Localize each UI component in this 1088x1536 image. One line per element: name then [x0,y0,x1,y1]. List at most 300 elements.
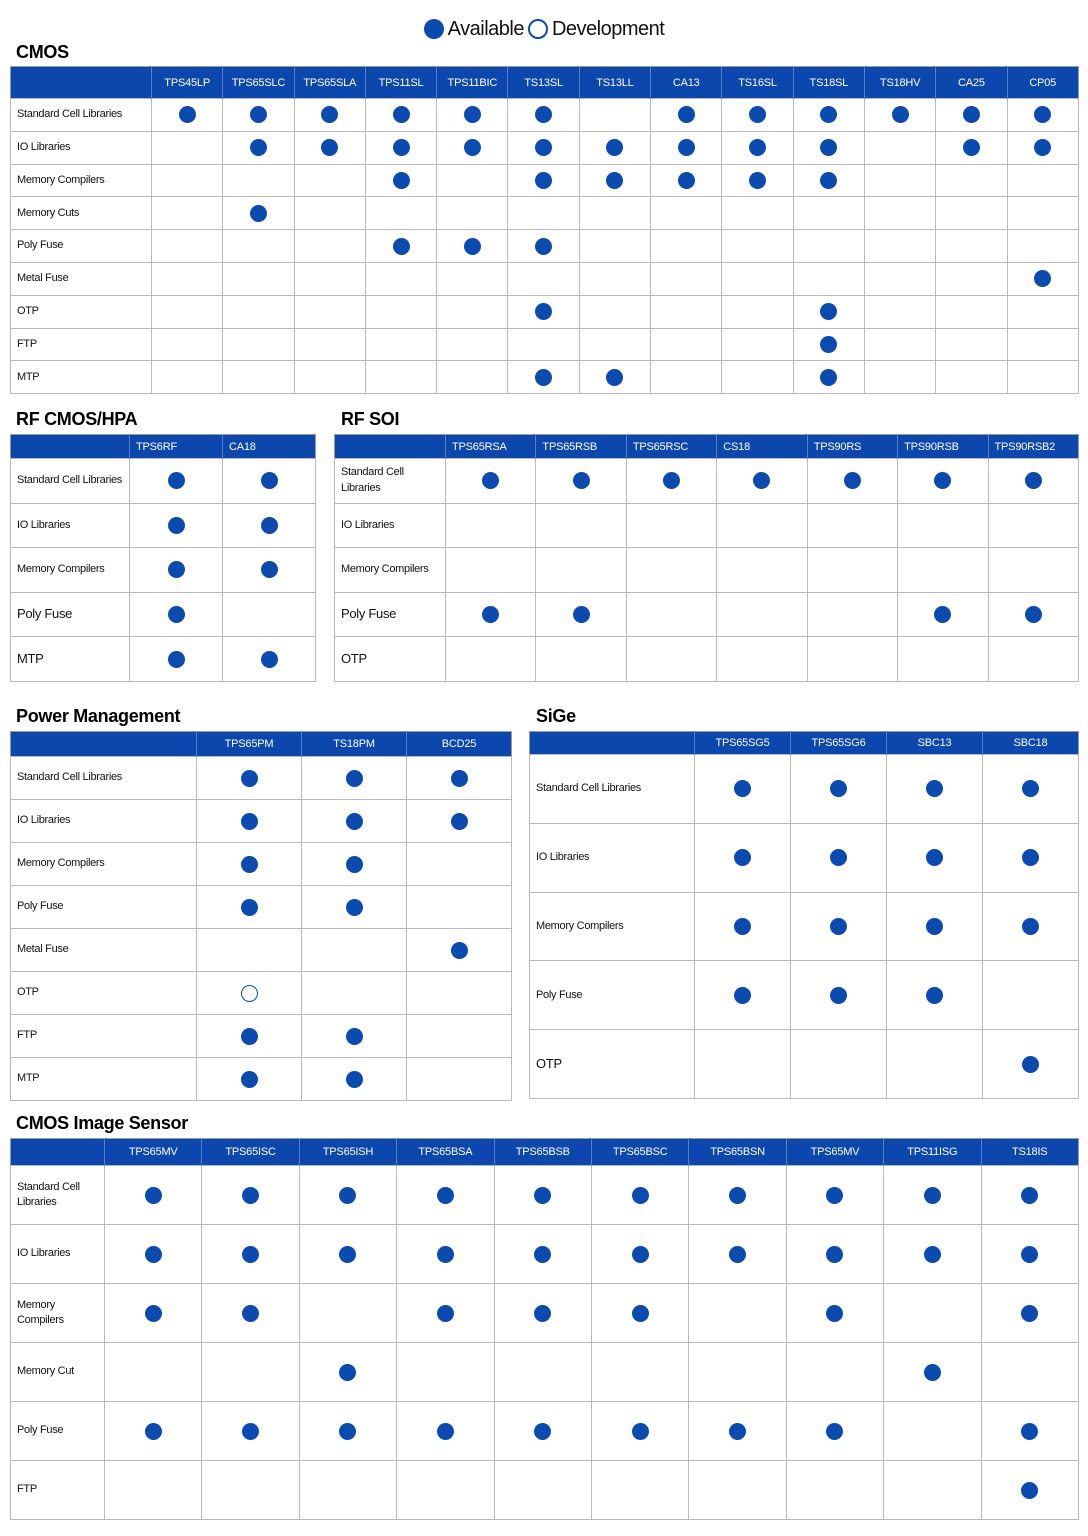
available-dot-icon [926,780,943,797]
status-cell [689,1461,786,1520]
available-dot-icon [820,172,837,189]
status-cell [887,1030,983,1099]
status-cell [793,361,864,394]
status-cell [1007,262,1078,295]
table-rf-cmos-hpa [10,434,316,682]
status-cell [651,361,722,394]
row-label: Memory Cuts [11,197,152,230]
available-dot-icon [250,106,267,123]
status-cell [898,592,988,637]
status-cell [197,886,302,929]
status-cell [807,459,897,504]
column-header: TS18HV [864,67,935,99]
status-cell [294,361,365,394]
status-cell [437,131,508,164]
available-dot-icon [1034,106,1051,123]
status-cell [884,1225,981,1284]
legend-development-label: Development [551,17,665,40]
status-cell [722,361,793,394]
status-cell [536,503,626,548]
available-dot-icon [729,1246,746,1263]
column-header: CA25 [936,67,1007,99]
column-header: TPS6RF [130,435,223,459]
status-cell [407,800,512,843]
status-cell [864,361,935,394]
development-circle-icon [528,19,548,39]
status-cell [223,131,294,164]
status-cell [651,131,722,164]
status-cell [365,99,436,132]
available-dot-icon [749,139,766,156]
status-cell [717,503,807,548]
status-cell [302,886,407,929]
status-cell [981,1284,1078,1343]
status-cell [591,1343,688,1402]
available-dot-icon [241,856,258,873]
available-dot-icon [729,1423,746,1440]
available-dot-icon [826,1187,843,1204]
table-row [530,823,1079,892]
status-cell [152,328,223,361]
row-label: Standard Cell Libraries [335,459,446,504]
status-cell [508,131,579,164]
status-cell [152,295,223,328]
available-dot-icon [535,139,552,156]
available-dot-icon [168,651,185,668]
available-dot-icon [535,106,552,123]
available-dot-icon [534,1246,551,1263]
status-cell [579,361,650,394]
status-cell [294,197,365,230]
available-dot-icon [830,849,847,866]
status-cell [936,262,1007,295]
status-cell [437,328,508,361]
status-cell [1007,295,1078,328]
status-cell [446,637,536,682]
status-cell [591,1402,688,1461]
available-dot-icon [1025,606,1042,623]
status-cell [437,99,508,132]
available-dot-icon [339,1364,356,1381]
column-header: CP05 [1007,67,1078,99]
status-cell [717,637,807,682]
status-cell [579,99,650,132]
status-cell [494,1343,591,1402]
status-cell [494,1166,591,1225]
status-cell [722,99,793,132]
available-dot-icon [1022,1056,1039,1073]
available-dot-icon [393,106,410,123]
available-dot-icon [242,1187,259,1204]
available-dot-icon [963,139,980,156]
column-header: TPS65BSA [397,1139,494,1166]
available-dot-icon [145,1187,162,1204]
status-cell [722,131,793,164]
status-cell [202,1225,299,1284]
column-header: TPS11BIC [437,67,508,99]
column-header: TPS65ISC [202,1139,299,1166]
table-row [11,1343,1079,1402]
table-sige [529,731,1079,1099]
row-label: IO Libraries [11,131,152,164]
status-cell [722,328,793,361]
column-header: TS18PM [302,732,407,757]
status-cell [807,548,897,593]
status-cell [651,262,722,295]
status-cell [936,131,1007,164]
status-cell [302,929,407,972]
status-cell [791,961,887,1030]
available-dot-icon [820,139,837,156]
available-dot-icon [535,238,552,255]
status-cell [791,892,887,961]
table-row [11,548,316,593]
row-label: Memory Compilers [11,548,130,593]
status-cell [1007,99,1078,132]
available-dot-icon [168,472,185,489]
available-dot-icon [179,106,196,123]
available-dot-icon [534,1305,551,1322]
status-cell [793,164,864,197]
status-cell [105,1166,202,1225]
status-cell [988,503,1078,548]
row-label: OTP [11,295,152,328]
status-cell [864,262,935,295]
status-cell [437,295,508,328]
status-cell [864,328,935,361]
row-label: Standard Cell Libraries [530,755,695,824]
row-label: Standard Cell Libraries [11,757,197,800]
status-cell [223,637,316,682]
status-cell [446,459,536,504]
status-cell [365,197,436,230]
status-cell [105,1343,202,1402]
status-cell [494,1461,591,1520]
available-dot-icon [1022,780,1039,797]
section-title-rf-cmos-hpa: RF CMOS/HPA [16,409,138,429]
table-row [11,361,1079,394]
table-cmos [10,66,1079,394]
status-cell [579,328,650,361]
available-dot-icon [339,1246,356,1263]
status-cell [407,843,512,886]
status-cell [223,361,294,394]
status-cell [130,459,223,504]
status-cell [793,328,864,361]
available-dot-icon [437,1187,454,1204]
status-cell [626,637,716,682]
status-cell [365,164,436,197]
status-cell [936,361,1007,394]
table-row [530,892,1079,961]
status-cell [983,755,1079,824]
available-dot-icon [145,1423,162,1440]
section-title-sige: SiGe [536,706,576,726]
status-cell [884,1284,981,1343]
status-cell [302,972,407,1015]
status-cell [202,1402,299,1461]
status-cell [294,131,365,164]
status-cell [807,503,897,548]
row-label: Poly Fuse [11,1402,105,1461]
available-dot-icon [826,1246,843,1263]
available-dot-icon [844,472,861,489]
status-cell [437,197,508,230]
available-dot-icon [1025,472,1042,489]
status-cell [365,131,436,164]
available-dot-icon [168,606,185,623]
table-row [11,230,1079,263]
status-cell [579,262,650,295]
status-cell [223,197,294,230]
available-dot-icon [242,1246,259,1263]
status-cell [294,328,365,361]
status-cell [864,131,935,164]
status-cell [508,262,579,295]
table-row [11,592,316,637]
status-cell [695,961,791,1030]
available-dot-icon [261,561,278,578]
table-row [11,800,512,843]
table-row [11,262,1079,295]
table-row [11,503,316,548]
available-dot-icon [934,472,951,489]
status-cell [884,1461,981,1520]
status-cell [152,99,223,132]
available-dot-icon [241,1071,258,1088]
column-header: TPS65SLC [223,67,294,99]
row-label: Memory Compilers [530,892,695,961]
status-cell [299,1461,396,1520]
available-dot-icon [168,517,185,534]
status-cell [936,295,1007,328]
available-dot-icon [753,472,770,489]
row-label: MTP [11,361,152,394]
status-cell [1007,131,1078,164]
available-dot-icon [1021,1246,1038,1263]
available-dot-icon [464,238,481,255]
status-cell [793,131,864,164]
status-cell [202,1284,299,1343]
status-cell [887,755,983,824]
status-cell [1007,361,1078,394]
row-label: Poly Fuse [11,886,197,929]
column-header: TPS90RSB2 [988,435,1078,459]
status-cell [626,592,716,637]
status-cell [722,262,793,295]
status-cell [508,197,579,230]
available-dot-icon [241,899,258,916]
status-cell [508,164,579,197]
status-cell [223,548,316,593]
status-cell [299,1166,396,1225]
status-cell [1007,164,1078,197]
status-cell [579,197,650,230]
status-cell [223,459,316,504]
row-label: IO Libraries [530,823,695,892]
status-cell [302,1015,407,1058]
status-cell [988,459,1078,504]
row-label: FTP [11,1015,197,1058]
table-row [11,757,512,800]
column-header: TPS65RSB [536,435,626,459]
available-dot-icon [678,106,695,123]
status-cell [299,1225,396,1284]
status-cell [807,637,897,682]
status-cell [579,230,650,263]
available-dot-icon [424,19,444,39]
available-dot-icon [573,606,590,623]
column-header: SBC18 [983,732,1079,755]
status-cell [695,823,791,892]
status-cell [936,164,1007,197]
row-label: Poly Fuse [11,230,152,263]
status-cell [793,295,864,328]
header-row [11,67,1079,99]
status-cell [197,972,302,1015]
status-cell [717,548,807,593]
status-cell [786,1225,883,1284]
available-dot-icon [451,813,468,830]
column-header: TPS90RS [807,435,897,459]
status-cell [302,843,407,886]
table-row [530,1030,1079,1099]
status-cell [651,164,722,197]
available-dot-icon [1022,918,1039,935]
available-dot-icon [1021,1187,1038,1204]
table-row [11,131,1079,164]
available-dot-icon [482,472,499,489]
status-cell [626,503,716,548]
section-title-cmos: CMOS [16,42,69,62]
status-cell [591,1225,688,1284]
status-cell [407,972,512,1015]
row-label: OTP [11,972,197,1015]
status-cell [299,1343,396,1402]
status-cell [397,1343,494,1402]
status-cell [689,1402,786,1461]
status-cell [884,1402,981,1461]
column-header: TPS65ISH [299,1139,396,1166]
status-cell [579,164,650,197]
column-header: TPS65PM [197,732,302,757]
status-cell [695,892,791,961]
section-title-power-management: Power Management [16,706,181,726]
status-cell [508,361,579,394]
table-row [530,961,1079,1030]
table-row [11,328,1079,361]
available-dot-icon [1021,1305,1038,1322]
column-header: SBC13 [887,732,983,755]
available-dot-icon [393,139,410,156]
available-dot-icon [924,1187,941,1204]
available-dot-icon [534,1423,551,1440]
status-cell [981,1225,1078,1284]
table-row [11,295,1079,328]
status-cell [936,328,1007,361]
available-dot-icon [242,1305,259,1322]
column-header: TPS90RSB [898,435,988,459]
available-dot-icon [464,139,481,156]
available-dot-icon [820,303,837,320]
status-cell [365,262,436,295]
available-dot-icon [1021,1482,1038,1499]
status-cell [105,1461,202,1520]
status-cell [722,295,793,328]
status-cell [152,131,223,164]
status-cell [407,929,512,972]
status-cell [887,823,983,892]
available-dot-icon [168,561,185,578]
status-cell [898,459,988,504]
status-cell [793,99,864,132]
status-cell [152,197,223,230]
column-header: TPS11SL [365,67,436,99]
status-cell [786,1402,883,1461]
header-row [11,1139,1079,1166]
available-dot-icon [535,172,552,189]
column-header: TPS11ISG [884,1139,981,1166]
status-cell [864,197,935,230]
available-dot-icon [339,1423,356,1440]
table-row [11,1225,1079,1284]
row-label: Metal Fuse [11,262,152,295]
available-dot-icon [261,517,278,534]
available-dot-icon [534,1187,551,1204]
status-cell [508,328,579,361]
available-dot-icon [437,1246,454,1263]
status-cell [437,230,508,263]
available-dot-icon [632,1246,649,1263]
status-cell [898,503,988,548]
status-cell [130,637,223,682]
table-row [11,843,512,886]
column-header: TPS45LP [152,67,223,99]
status-cell [936,197,1007,230]
header-corner [530,732,695,755]
column-header: CA13 [651,67,722,99]
status-cell [689,1284,786,1343]
status-cell [197,1058,302,1101]
legend-available [424,18,524,41]
legend-available-label: Available [447,17,524,40]
status-cell [446,503,536,548]
status-cell [786,1166,883,1225]
available-dot-icon [1022,849,1039,866]
header-corner [11,435,130,459]
available-dot-icon [573,472,590,489]
row-label: IO Libraries [11,503,130,548]
table-row [11,1284,1079,1343]
row-label: Standard Cell Libraries [11,99,152,132]
available-dot-icon [830,780,847,797]
status-cell [299,1402,396,1461]
column-header: TS18IS [981,1139,1078,1166]
table-row [335,548,1079,593]
table-rf-soi [334,434,1079,682]
available-dot-icon [663,472,680,489]
status-cell [494,1225,591,1284]
table-row [11,459,316,504]
status-cell [717,592,807,637]
available-dot-icon [820,106,837,123]
status-cell [983,823,1079,892]
available-dot-icon [632,1187,649,1204]
available-dot-icon [826,1423,843,1440]
status-cell [651,230,722,263]
available-dot-icon [926,987,943,1004]
available-dot-icon [934,606,951,623]
